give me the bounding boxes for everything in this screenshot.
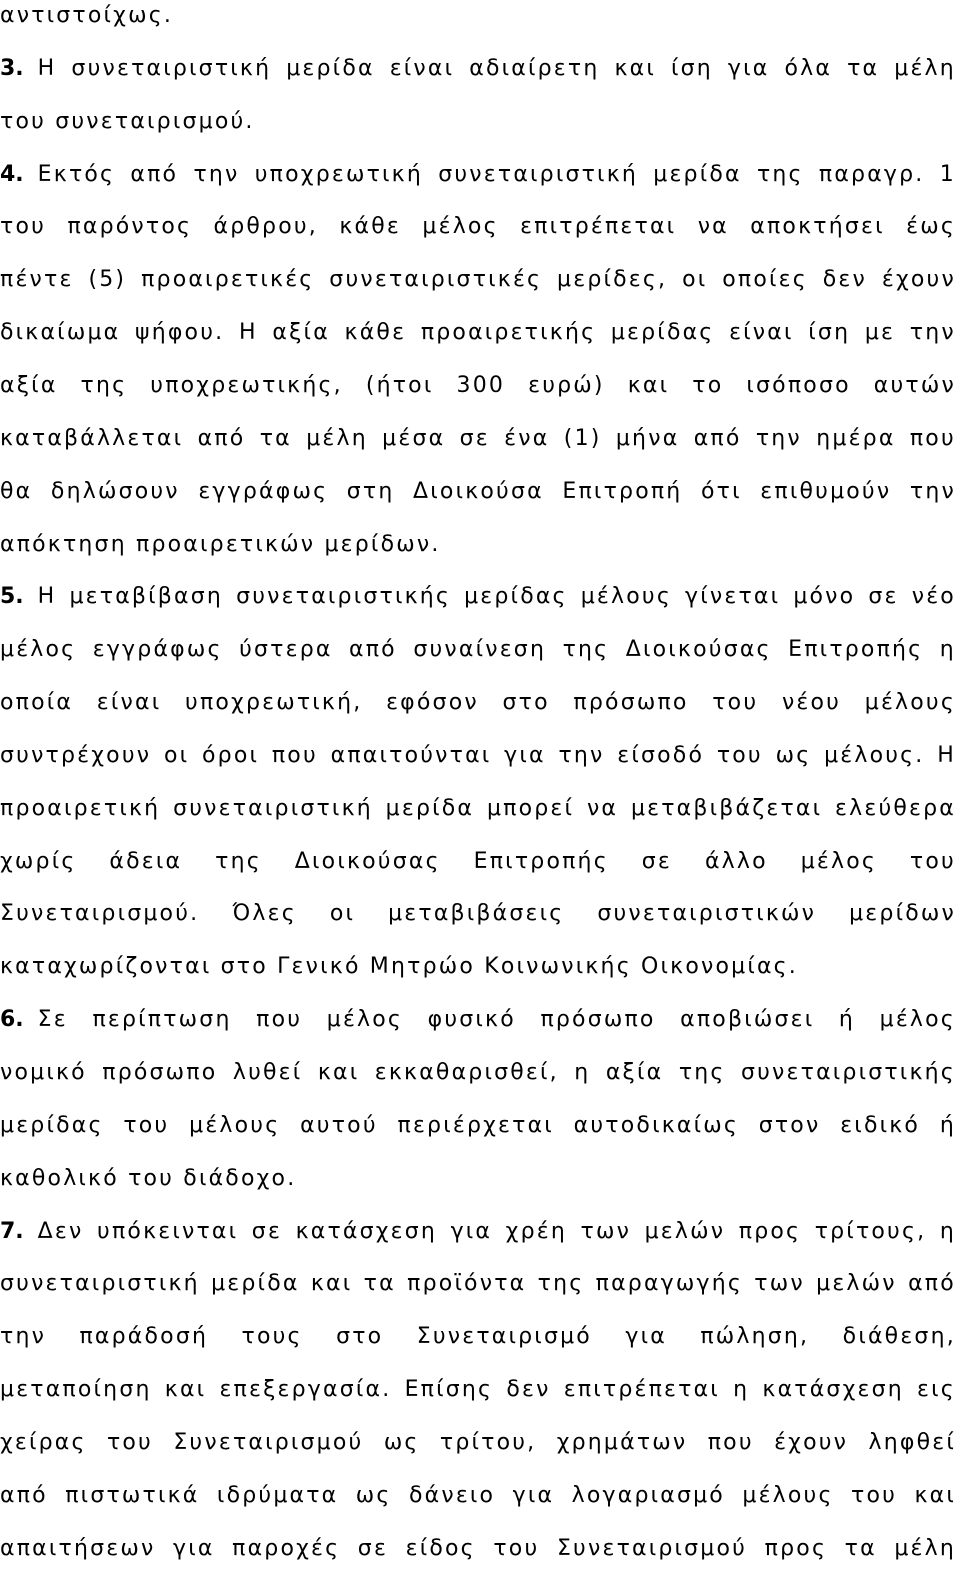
word: ληφθεί bbox=[868, 1429, 956, 1455]
word: σε bbox=[357, 1535, 389, 1561]
word: συνεταιριστικές bbox=[329, 267, 543, 293]
word: μερίδας bbox=[464, 584, 568, 610]
word: είδος bbox=[405, 1535, 476, 1561]
text-line bbox=[0, 260, 956, 300]
word: Συνεταιρισμού bbox=[173, 1429, 364, 1455]
word: οι bbox=[682, 267, 708, 293]
text-line: καταχωρίζονται στο Γενικό Μητρώο Κοινωνικής Οικονομίας. bbox=[0, 954, 798, 980]
word: αυτού bbox=[300, 1112, 378, 1138]
text-line bbox=[0, 894, 956, 934]
word: εφόσον bbox=[386, 690, 479, 716]
word: είσοδό bbox=[617, 742, 705, 768]
word: μερίδων bbox=[849, 901, 956, 927]
word: πρόσωπο bbox=[573, 690, 689, 716]
word: απαιτούνται bbox=[330, 742, 492, 768]
word: σε bbox=[641, 848, 672, 874]
word: της bbox=[756, 161, 804, 187]
word: τρίτου, bbox=[439, 1429, 537, 1455]
word: από bbox=[693, 425, 742, 451]
word: συνεταιριστικής bbox=[740, 1060, 956, 1085]
word: όλα bbox=[784, 55, 833, 81]
word: οποία bbox=[0, 690, 74, 716]
word: κατάσχεση bbox=[762, 1377, 904, 1403]
word: ένα bbox=[504, 425, 550, 451]
word: υπόκεινται bbox=[97, 1218, 239, 1244]
text-line bbox=[0, 577, 956, 617]
text-line bbox=[0, 313, 956, 353]
word: μερίδας bbox=[0, 1112, 104, 1138]
word: του bbox=[106, 1429, 153, 1455]
word: προαιρετικές bbox=[141, 267, 315, 293]
word: του bbox=[123, 1112, 170, 1138]
word: προαιρετική bbox=[0, 795, 161, 821]
word: ευρώ) bbox=[528, 372, 605, 398]
word: και bbox=[310, 1271, 353, 1297]
word: μερίδας bbox=[610, 320, 715, 346]
word: στο bbox=[336, 1324, 384, 1350]
word: πρόσωπο bbox=[540, 1007, 656, 1033]
word: συναίνεση bbox=[413, 637, 547, 663]
word: καταβάλλεται bbox=[0, 425, 184, 451]
word: της bbox=[215, 848, 262, 874]
word: ως bbox=[383, 1429, 420, 1455]
word: ψήφου. bbox=[134, 320, 225, 346]
word: ίση bbox=[670, 55, 713, 81]
word: των bbox=[754, 1271, 805, 1297]
text-line: καθολικό του διάδοχο. bbox=[0, 1165, 297, 1191]
word: προς bbox=[738, 1218, 802, 1244]
word: που bbox=[271, 742, 318, 768]
word: μερίδα bbox=[211, 1271, 300, 1297]
text-line bbox=[0, 155, 956, 195]
text-line bbox=[0, 1529, 956, 1569]
word: αυτών bbox=[873, 372, 956, 398]
word: Επίσης bbox=[404, 1377, 494, 1403]
text-line bbox=[0, 1264, 956, 1304]
word: τα bbox=[847, 55, 880, 81]
word: μέλους bbox=[189, 1112, 281, 1138]
word: πρόσωπο bbox=[102, 1060, 218, 1085]
word: Συνεταιρισμού. bbox=[0, 901, 200, 927]
word: για bbox=[450, 1218, 493, 1244]
word: και bbox=[914, 1482, 956, 1508]
word: χείρας bbox=[0, 1429, 87, 1455]
text-line bbox=[0, 49, 956, 89]
word: Διοικούσας bbox=[294, 848, 441, 874]
word: αυτοδικαίως bbox=[573, 1112, 739, 1138]
word: μέλος bbox=[879, 1007, 956, 1033]
text-line: αντιστοίχως. bbox=[0, 3, 174, 28]
text-line bbox=[0, 1000, 956, 1040]
word: την bbox=[755, 425, 802, 451]
text-line: απόκτηση προαιρετικών μερίδων. bbox=[0, 531, 441, 557]
word: παροχές bbox=[232, 1535, 341, 1561]
word: την bbox=[909, 478, 956, 504]
word: νομικό bbox=[0, 1060, 87, 1085]
word: ελεύθερα bbox=[835, 795, 956, 821]
word: μερίδα bbox=[286, 55, 375, 81]
word: από bbox=[0, 1482, 48, 1508]
word: της bbox=[537, 1271, 585, 1297]
word: την bbox=[193, 161, 240, 187]
word: 3. Η bbox=[0, 55, 57, 81]
word: μελών bbox=[816, 1271, 897, 1297]
word: σε bbox=[868, 584, 899, 610]
word: είναι bbox=[389, 55, 455, 81]
word: μερίδες, bbox=[557, 267, 668, 293]
word: την bbox=[0, 1324, 47, 1350]
word: ύστερα bbox=[239, 637, 333, 663]
word: 4. Εκτός bbox=[0, 161, 116, 187]
word: γίνεται bbox=[685, 584, 781, 610]
word: Επιτροπής bbox=[788, 637, 924, 663]
word: του bbox=[0, 214, 47, 240]
word: δάνειο bbox=[408, 1482, 496, 1508]
word: (5) bbox=[88, 267, 127, 293]
word: να bbox=[586, 795, 619, 821]
word: δηλώσουν bbox=[50, 478, 180, 504]
word: ως bbox=[355, 1482, 392, 1508]
word: μέλος bbox=[0, 637, 77, 663]
word: αξία bbox=[0, 372, 58, 398]
word: στον bbox=[758, 1112, 821, 1138]
word: και bbox=[614, 55, 656, 81]
word: μέλη bbox=[306, 425, 368, 451]
word: συνεταιριστική bbox=[438, 161, 639, 187]
word: 6. Σε bbox=[0, 1007, 68, 1033]
word: μελών bbox=[644, 1218, 726, 1244]
word: όροι bbox=[202, 742, 260, 768]
word: ιδρύματα bbox=[216, 1482, 339, 1508]
word: συνεταιριστικής bbox=[236, 584, 452, 610]
word: μπορεί bbox=[486, 795, 575, 821]
word: μέλους. bbox=[824, 742, 925, 768]
word: επεξεργασία. bbox=[219, 1377, 392, 1403]
word: τρίτους, bbox=[814, 1218, 927, 1244]
text-line bbox=[0, 842, 956, 882]
word: για bbox=[173, 1535, 215, 1561]
word: Διοικούσας bbox=[625, 637, 772, 663]
paragraph-number: 3. bbox=[0, 55, 24, 81]
paragraph-number: 7. bbox=[0, 1218, 24, 1244]
word: τα bbox=[844, 1535, 877, 1561]
word: των bbox=[580, 1218, 632, 1244]
word: κάθε bbox=[339, 214, 402, 240]
word: μέλος bbox=[422, 214, 499, 240]
word: άλλο bbox=[704, 848, 768, 874]
word: κατάσχεση bbox=[295, 1218, 438, 1244]
word: της bbox=[80, 372, 128, 398]
word: χρέη bbox=[505, 1218, 567, 1244]
word: μέσα bbox=[382, 425, 446, 451]
word: σε bbox=[459, 425, 490, 451]
word: υποχρεωτική bbox=[254, 161, 423, 187]
word: μέλη bbox=[894, 1535, 956, 1561]
word: έχουν bbox=[774, 1429, 849, 1455]
word: περιέρχεται bbox=[397, 1112, 554, 1138]
text-line bbox=[0, 1476, 956, 1516]
word: μόνο bbox=[793, 584, 856, 610]
word: άδεια bbox=[109, 848, 183, 874]
word: ημέρα bbox=[816, 425, 896, 451]
word: έχουν bbox=[881, 267, 956, 293]
word: 300 bbox=[456, 372, 506, 398]
word: είναι bbox=[96, 690, 162, 716]
text-line bbox=[0, 1106, 956, 1146]
word: έως bbox=[906, 214, 956, 240]
word: τους bbox=[241, 1324, 303, 1350]
word: από bbox=[908, 1271, 956, 1297]
word: μεταποίηση bbox=[0, 1377, 152, 1403]
word: (1) bbox=[563, 425, 602, 451]
word: να bbox=[697, 214, 729, 240]
word: προς bbox=[764, 1535, 828, 1561]
word: παρόντος bbox=[67, 214, 193, 240]
word: στο bbox=[502, 690, 550, 716]
word: μερίδα bbox=[385, 795, 475, 821]
word: μέλος bbox=[326, 1007, 404, 1033]
text-line bbox=[0, 1423, 956, 1463]
word: δικαίωμα bbox=[0, 320, 121, 346]
word: πέντε bbox=[0, 267, 74, 293]
word: προαιρετικής bbox=[420, 320, 597, 346]
word: συνεταιριστική bbox=[173, 795, 373, 821]
word: του bbox=[493, 1535, 540, 1561]
word: προϊόντα bbox=[407, 1271, 527, 1297]
text-line bbox=[0, 1317, 956, 1357]
word: τα bbox=[363, 1271, 396, 1297]
word: επιθυμούν bbox=[760, 478, 892, 504]
word: από bbox=[130, 161, 179, 187]
word: οι bbox=[329, 901, 356, 927]
word: συντρέχουν bbox=[0, 742, 152, 768]
word: 7. Δεν bbox=[0, 1218, 84, 1244]
word: οποίες bbox=[722, 267, 808, 293]
word: αξία bbox=[272, 320, 330, 346]
word: σε bbox=[251, 1218, 283, 1244]
word: που bbox=[707, 1429, 754, 1455]
word: του bbox=[909, 848, 956, 874]
word: του bbox=[716, 742, 763, 768]
text-line bbox=[0, 366, 956, 406]
word: μέλος bbox=[800, 848, 877, 874]
word: αδιαίρετη bbox=[469, 55, 600, 81]
word: πιστωτικά bbox=[65, 1482, 200, 1508]
text-line bbox=[0, 207, 956, 247]
word: (ήτοι bbox=[365, 372, 434, 398]
paragraph-number: 6. bbox=[0, 1007, 24, 1033]
word: ή bbox=[939, 1112, 956, 1138]
text-line bbox=[0, 736, 956, 776]
word: εγγράφως bbox=[92, 637, 223, 663]
word: αποβιώσει bbox=[680, 1007, 815, 1033]
text-line bbox=[0, 419, 956, 459]
word: άρθρου, bbox=[213, 214, 318, 240]
word: επιτρέπεται bbox=[563, 1377, 720, 1403]
word: οι bbox=[163, 742, 190, 768]
word: ισόποσο bbox=[746, 372, 851, 398]
word: η bbox=[574, 1060, 591, 1085]
word: παραγωγής bbox=[595, 1271, 743, 1297]
text-line bbox=[0, 789, 956, 829]
text-line bbox=[0, 1053, 956, 1093]
word: η bbox=[939, 637, 956, 663]
word: υποχρεωτική, bbox=[185, 690, 363, 716]
word: λυθεί bbox=[232, 1060, 303, 1085]
text-line bbox=[0, 472, 956, 512]
word: αποκτήσει bbox=[750, 214, 885, 240]
word: δεν bbox=[506, 1377, 551, 1403]
word: συνεταιριστική bbox=[71, 55, 272, 81]
word: αξία bbox=[605, 1060, 664, 1085]
word: μεταβίβαση bbox=[69, 584, 224, 610]
word: Συνεταιρισμό bbox=[416, 1324, 592, 1350]
text-line: του συνεταιρισμού. bbox=[0, 108, 255, 134]
word: Συνεταιρισμού bbox=[556, 1535, 748, 1561]
word: για bbox=[727, 55, 770, 81]
word: ή bbox=[838, 1007, 856, 1033]
word: μήνα bbox=[615, 425, 680, 451]
text-line bbox=[0, 630, 956, 670]
word: μεταβιβάσεις bbox=[388, 901, 565, 927]
word: υποχρεωτικής, bbox=[150, 372, 343, 398]
word: για bbox=[512, 1482, 555, 1508]
text-line bbox=[0, 1370, 956, 1410]
word: νέο bbox=[911, 584, 956, 610]
word: 5. Η bbox=[0, 584, 57, 610]
paragraph-number: 5. bbox=[0, 584, 24, 610]
word: παράδοσή bbox=[79, 1324, 209, 1350]
word: μερίδα bbox=[653, 161, 742, 187]
word: Η bbox=[238, 320, 258, 346]
word: και bbox=[164, 1377, 207, 1403]
word: και bbox=[317, 1060, 360, 1085]
word: ότι bbox=[701, 478, 742, 504]
word: δεν bbox=[822, 267, 867, 293]
word: η bbox=[939, 1218, 956, 1244]
word: περίπτωση bbox=[92, 1007, 232, 1033]
word: χωρίς bbox=[0, 848, 77, 874]
word: Διοικούσα bbox=[413, 478, 544, 504]
word: Επιτροπή bbox=[562, 478, 683, 504]
word: φυσικό bbox=[427, 1007, 516, 1033]
word: Όλες bbox=[232, 901, 297, 927]
word: ίση bbox=[808, 320, 851, 346]
word: διάθεση, bbox=[842, 1324, 956, 1350]
word: κάθε bbox=[344, 320, 407, 346]
word: το bbox=[692, 372, 724, 398]
word: η bbox=[733, 1377, 750, 1403]
word: ειδικό bbox=[840, 1112, 921, 1138]
word: είναι bbox=[729, 320, 794, 346]
word: ως bbox=[775, 742, 812, 768]
word: του bbox=[712, 690, 759, 716]
word: εις bbox=[917, 1377, 956, 1403]
word: που bbox=[256, 1007, 303, 1033]
word: με bbox=[864, 320, 896, 346]
word: 1 bbox=[939, 161, 956, 187]
word: της bbox=[678, 1060, 726, 1085]
word: από bbox=[197, 425, 246, 451]
word: την bbox=[909, 320, 956, 346]
word: παραγρ. bbox=[818, 161, 925, 187]
word: Η bbox=[937, 742, 956, 768]
word: που bbox=[909, 425, 956, 451]
word: μέλους bbox=[864, 690, 956, 716]
word: στη bbox=[346, 478, 395, 504]
word: θα bbox=[0, 478, 33, 504]
word: μεταβιβάζεται bbox=[630, 795, 823, 821]
word: μέλους bbox=[742, 1482, 834, 1508]
text-line bbox=[0, 683, 956, 723]
word: της bbox=[562, 637, 610, 663]
text-line bbox=[0, 1212, 956, 1252]
word: τα bbox=[259, 425, 292, 451]
word: από bbox=[349, 637, 397, 663]
word: νέου bbox=[781, 690, 842, 716]
word: εκκαθαρισθεί, bbox=[374, 1060, 559, 1085]
word: απαιτήσεων bbox=[0, 1535, 156, 1561]
word: του bbox=[851, 1482, 898, 1508]
word: λογαριασμό bbox=[571, 1482, 725, 1508]
word: εγγράφως bbox=[198, 478, 329, 504]
word: πώληση, bbox=[700, 1324, 810, 1350]
word: επιτρέπεται bbox=[520, 214, 677, 240]
word: και bbox=[627, 372, 670, 398]
word: την bbox=[558, 742, 605, 768]
paragraph-number: 4. bbox=[0, 161, 24, 187]
word: συνεταιριστικών bbox=[597, 901, 817, 927]
word: χρημάτων bbox=[556, 1429, 688, 1455]
word: για bbox=[625, 1324, 667, 1350]
word: μέλη bbox=[894, 55, 956, 81]
word: Επιτροπής bbox=[473, 848, 609, 874]
word: συνεταιριστική bbox=[0, 1271, 200, 1297]
word: για bbox=[504, 742, 546, 768]
word: μέλους bbox=[580, 584, 672, 610]
